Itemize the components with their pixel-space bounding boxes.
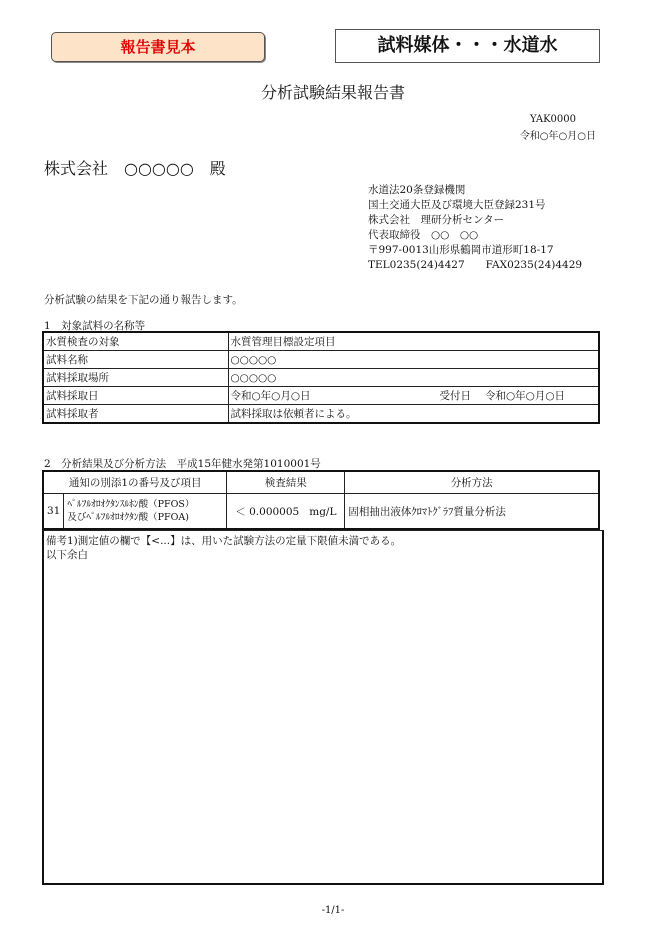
note-line: 以下余白 [46, 549, 88, 561]
table-row [43, 387, 599, 405]
row-value: ○○○○○ [228, 369, 599, 387]
sample-report-badge: 報告書見本 [51, 32, 265, 62]
row-value: 試料採取は依頼者による。 [228, 405, 599, 424]
table-row [43, 369, 599, 387]
row-label: 試料名称 [43, 351, 228, 369]
table-row [43, 494, 599, 530]
client-name: 株式会社 ○○○○○ 殿 [44, 159, 226, 178]
row-label: 水質検査の対象 [43, 332, 228, 351]
sample-media-box: 試料媒体・・・水道水 [335, 29, 600, 63]
result-unit: mg/L [309, 505, 337, 518]
row-label: 試料採取日 [43, 387, 228, 405]
row-label: 試料採取場所 [43, 369, 228, 387]
row-value: ○○○○○ [228, 351, 599, 369]
item-name-line2: 及びﾍﾟﾙﾌﾙｵﾛｵｸﾀﾝ酸（PFOA) [67, 512, 189, 523]
issuer-line: 〒997-0013山形県鶴岡市道形町18-17 [368, 244, 554, 256]
method-cell: 固相抽出液体ｸﾛﾏﾄｸﾞﾗﾌ質量分析法 [345, 494, 599, 530]
item-number: 31 [43, 494, 64, 530]
item-name [64, 494, 227, 530]
issuer-line: 国土交通大臣及び環境大臣登録231号 [368, 199, 546, 211]
row-value: 水質管理目標設定項目 [228, 332, 599, 351]
document-number: YAK0000 [530, 114, 576, 125]
table-header-row [43, 471, 599, 494]
header-result: 検査結果 [227, 471, 345, 494]
received-date-value: 令和○年○月○日 [473, 387, 599, 405]
sample-info-table [42, 331, 600, 424]
table-row [43, 351, 599, 369]
issuer-line: TEL0235(24)4427 FAX0235(24)4429 [368, 259, 583, 271]
result-value: ＜ 0.000005 [235, 505, 300, 518]
notes-box [42, 530, 604, 885]
issuer-line: 株式会社 理研分析センター [368, 214, 505, 226]
document-date: 令和○年○月○日 [519, 131, 596, 142]
row-label: 試料採取者 [43, 405, 228, 424]
table-row [43, 332, 599, 351]
received-date-label: 受付日 [418, 387, 473, 405]
section2-heading: 2 分析結果及び分析方法 平成15年健水発第1010001号 [44, 458, 321, 470]
results-table [42, 470, 600, 530]
note-line: 備考1)測定値の欄で【<...】は、用いた試験方法の定量下限値未満である。 [46, 535, 402, 547]
document-title: 分析試験結果報告書 [260, 83, 405, 102]
table-row [43, 405, 599, 424]
issuer-block [368, 183, 582, 273]
result-cell [227, 494, 345, 530]
item-name-line1: ﾍﾟﾙﾌﾙｵﾛｵｸﾀﾝｽﾙﾎﾝ酸（PFOS） [67, 499, 195, 510]
section1-heading: 1 対象試料の名称等 [44, 320, 146, 332]
row-value: 令和○年○月○日 [228, 387, 418, 405]
intro-text: 分析試験の結果を下記の通り報告します。 [44, 294, 243, 306]
issuer-line: 水道法20条登録機関 [368, 184, 466, 196]
page-number: -1/1- [321, 905, 345, 916]
issuer-line: 代表取締役 ○○ ○○ [368, 229, 479, 241]
header-item: 通知の別添1の番号及び項目 [43, 471, 227, 494]
header-method: 分析方法 [345, 471, 599, 494]
